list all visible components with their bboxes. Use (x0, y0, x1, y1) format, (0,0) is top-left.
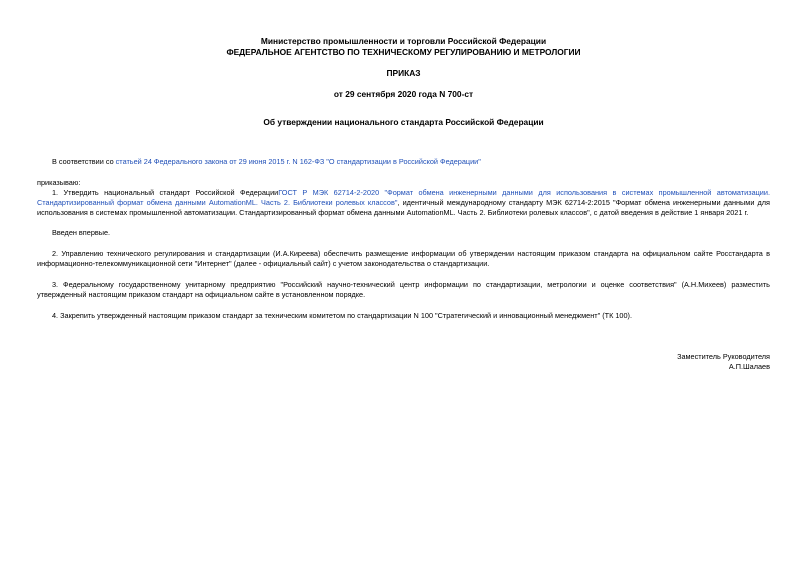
signatory-position: Заместитель Руководителя (677, 352, 770, 361)
document-date-number: от 29 сентября 2020 года N 700-ст (333, 89, 474, 99)
signatory-name: А.П.Шалаев (728, 362, 770, 371)
intro-paragraph (52, 157, 772, 167)
ministry-title: Министерство промышленности и торговли Российской Федерации (260, 36, 547, 46)
document-type: ПРИКАЗ (386, 68, 421, 78)
item-4-paragraph: 4. Закрепить утвержденный настоящим приказом стандарт за техническим комитетом по стандартизации N 100 "Стратегический и инновационный менеджмент" (ТК 100). (52, 311, 632, 320)
item-2-paragraph: 2. Управлению технического регулирования и стандартизации (И.А.Киреева) обеспечить размещение информации об утверждении настоящим приказом стандарта на официальном сайте Росстандарта в информационно-телекоммуникационной сети "Интернет" (далее - официальный сайт) с учетом законодательства о стандартизации. (37, 249, 770, 268)
order-word: приказываю: (37, 178, 81, 187)
agency-title: ФЕДЕРАЛЬНОЕ АГЕНТСТВО ПО ТЕХНИЧЕСКОМУ РЕГУЛИРОВАНИЮ И МЕТРОЛОГИИ (226, 47, 581, 57)
document-subject: Об утверждении национального стандарта Российской Федерации (263, 117, 544, 127)
standard-link[interactable]: ГОСТ Р МЭК 62714-2-2020 "Формат обмена инженерными данными для использования в системах промышленной автоматизации. Стандартизированный формат обмена данными AutomationML. Часть 2. Библиотеки ролевых классов" (37, 188, 770, 207)
item-1-paragraph (37, 188, 770, 218)
item-1-prefix: 1. Утвердить национальный стандарт Российской Федерации (52, 188, 279, 197)
introduced-first-note: Введен впервые. (52, 228, 111, 237)
item-1-suffix: , идентичный международному стандарту МЭК 62714-2:2015 "Формат обмена инженерными данными для использования в системах промышленной автоматизации. Стандартизированный формат обмена данными AutomationML. Часть 2. Библиотеки ролевых классов", с датой введения в действие 1 января 2021 г. (37, 198, 770, 217)
intro-prefix: В соответствии со (52, 157, 116, 166)
law-article-link[interactable]: статьей 24 Федерального закона от 29 июня 2015 г. N 162-ФЗ "О стандартизации в Российской Федерации" (115, 157, 481, 166)
item-3-paragraph: 3. Федеральному государственному унитарному предприятию "Российский научно-технический центр информации по стандартизации, метрологии и оценке соответствия" (А.Н.Михеев) разместить утвержденный настоящим приказом стандарт на официальном сайте в установленном порядке. (37, 280, 770, 299)
